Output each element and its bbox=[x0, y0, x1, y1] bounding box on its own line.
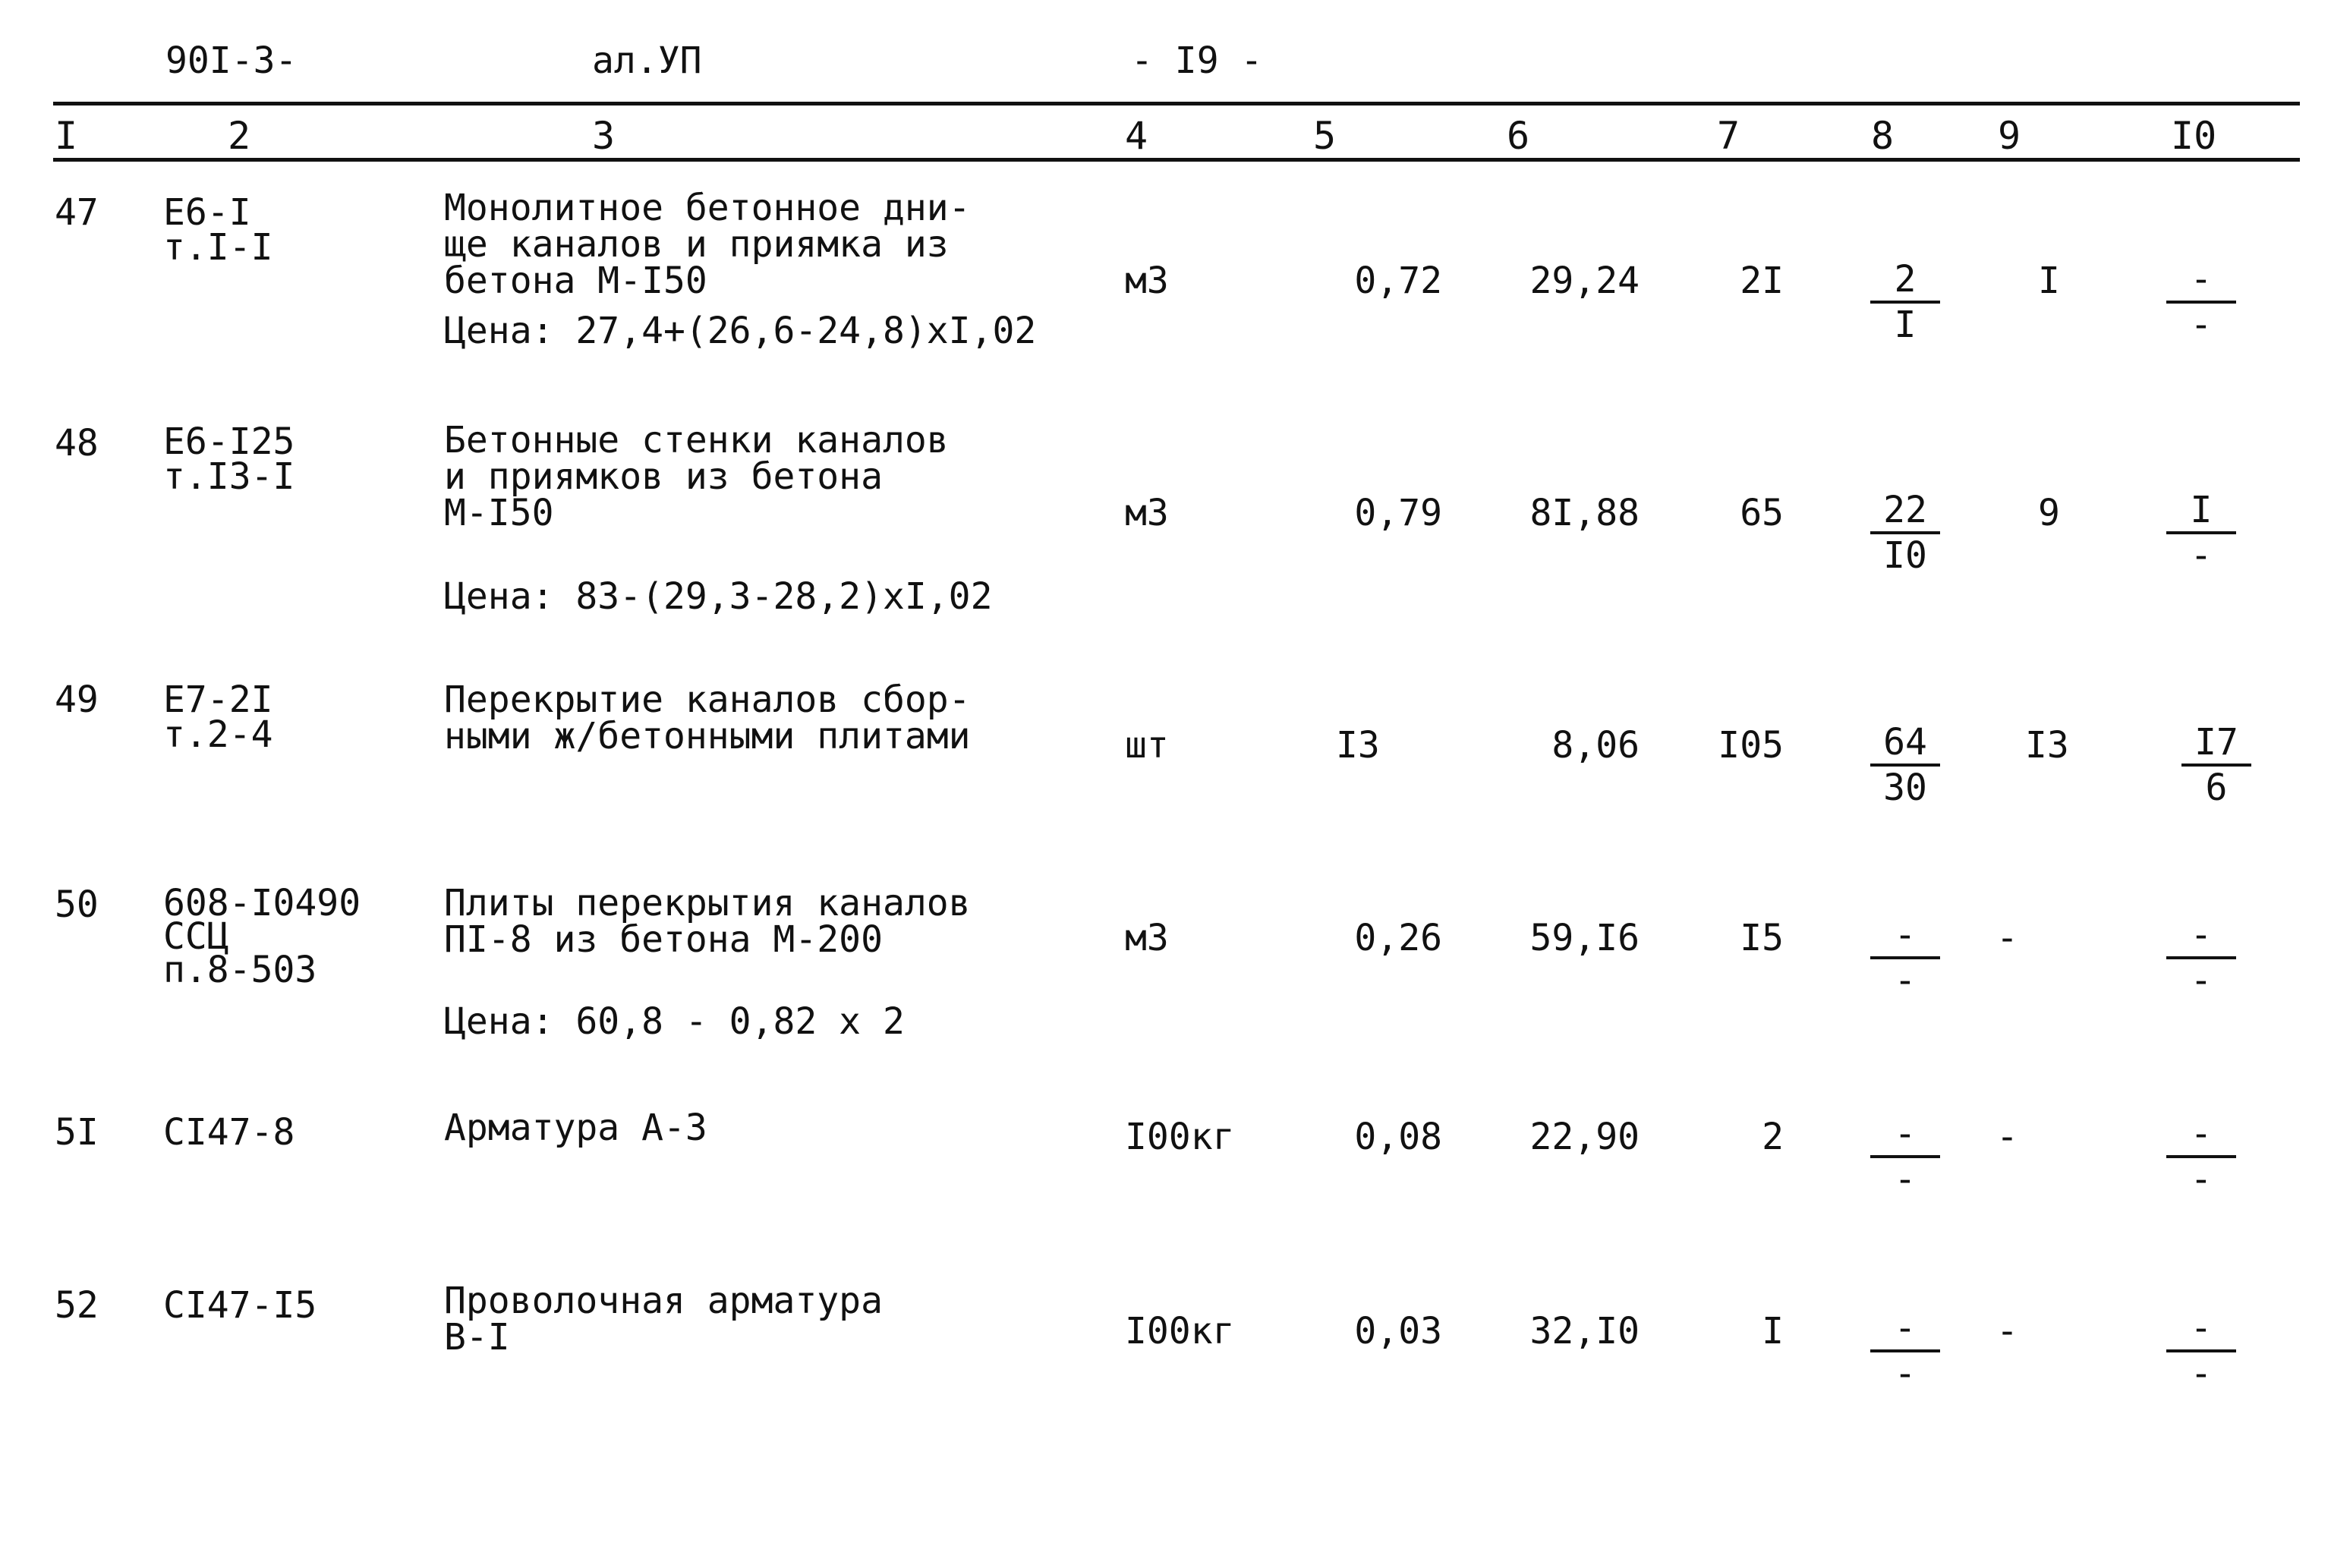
unit: м3 bbox=[1125, 260, 1169, 302]
norm-code: т.I3-I bbox=[163, 455, 295, 498]
total-cost: 2 bbox=[1762, 1116, 1784, 1158]
unit-cost: 59,I6 bbox=[1529, 917, 1640, 959]
col-3-number: 3 bbox=[592, 114, 616, 158]
work-description: Плиты перекрытия каналов ПI-8 из бетона М-200 bbox=[444, 882, 971, 961]
fraction-col-10: - - bbox=[2163, 1113, 2239, 1201]
col-2-number: 2 bbox=[228, 114, 251, 158]
work-description: Арматура А-3 bbox=[444, 1107, 707, 1149]
col-10-number: I0 bbox=[2171, 114, 2217, 158]
quantity: 0,26 bbox=[1354, 917, 1442, 959]
fraction-col-10: - - bbox=[2163, 258, 2239, 346]
row-number: 49 bbox=[55, 679, 99, 721]
row-number: 5I bbox=[55, 1111, 99, 1154]
unit: шт bbox=[1125, 724, 1169, 767]
unit: I00кг bbox=[1125, 1116, 1235, 1158]
quantity: 0,79 bbox=[1354, 492, 1442, 534]
fraction-col-8: 22 I0 bbox=[1867, 489, 1943, 577]
norm-code: т.2-4 bbox=[163, 713, 273, 756]
unit-cost: 8,06 bbox=[1551, 724, 1640, 767]
fraction-col-8: - - bbox=[1867, 1307, 1943, 1395]
work-description: Проволочная арматура В-I bbox=[444, 1280, 883, 1359]
row-number: 50 bbox=[55, 883, 99, 926]
unit: м3 bbox=[1125, 917, 1169, 959]
price-formula: Цена: 83-(29,3-28,2)xI,02 bbox=[444, 575, 993, 618]
fraction-col-8: - - bbox=[1867, 914, 1943, 1002]
album-label: ал.УП bbox=[592, 39, 702, 82]
col-7-number: 7 bbox=[1717, 114, 1740, 158]
fraction-col-10: - - bbox=[2163, 1307, 2239, 1395]
fraction-col-8: - - bbox=[1867, 1113, 1943, 1201]
top-rule bbox=[53, 102, 2300, 105]
col-5-number: 5 bbox=[1313, 114, 1337, 158]
col-9-value: I bbox=[2038, 260, 2060, 302]
col-9-value: - bbox=[1996, 1116, 2018, 1158]
total-cost: 2I bbox=[1740, 260, 1784, 302]
column-header-rule bbox=[53, 158, 2300, 162]
fraction-col-8: 2 I bbox=[1867, 258, 1943, 346]
col-9-value: 9 bbox=[2038, 492, 2060, 534]
norm-code: 608-I0490 bbox=[163, 882, 361, 924]
col-1-number: I bbox=[55, 114, 78, 158]
unit-cost: 32,I0 bbox=[1529, 1310, 1640, 1352]
row-number: 47 bbox=[55, 191, 99, 234]
quantity: I3 bbox=[1336, 724, 1380, 767]
norm-code: т.I-I bbox=[163, 226, 273, 269]
norm-code: CI47-8 bbox=[163, 1111, 295, 1154]
fraction-col-10: I - bbox=[2163, 489, 2239, 577]
norm-code: E6-I25 bbox=[163, 420, 295, 463]
norm-code: CI47-I5 bbox=[163, 1284, 317, 1327]
price-formula: Цена: 27,4+(26,6-24,8)xI,02 bbox=[444, 310, 1037, 352]
total-cost: I05 bbox=[1718, 724, 1784, 767]
fraction-col-8: 64 30 bbox=[1867, 721, 1943, 809]
norm-code: E7-2I bbox=[163, 679, 273, 721]
quantity: 0,08 bbox=[1354, 1116, 1442, 1158]
col-9-value: - bbox=[1996, 917, 2018, 959]
norm-code: ССЦ bbox=[163, 915, 229, 958]
col-9-value: - bbox=[1996, 1310, 2018, 1352]
unit: м3 bbox=[1125, 492, 1169, 534]
col-9-value: I3 bbox=[2025, 724, 2069, 767]
col-8-number: 8 bbox=[1871, 114, 1895, 158]
unit-cost: 22,90 bbox=[1529, 1116, 1640, 1158]
total-cost: 65 bbox=[1740, 492, 1784, 534]
row-number: 48 bbox=[55, 422, 99, 464]
unit-cost: 29,24 bbox=[1529, 260, 1640, 302]
norm-code: E6-I bbox=[163, 191, 251, 234]
total-cost: I bbox=[1762, 1310, 1784, 1352]
fraction-col-10: I7 6 bbox=[2178, 721, 2254, 809]
total-cost: I5 bbox=[1740, 917, 1784, 959]
quantity: 0,03 bbox=[1354, 1310, 1442, 1352]
doc-code: 90I-3- bbox=[165, 39, 298, 82]
col-4-number: 4 bbox=[1125, 114, 1148, 158]
row-number: 52 bbox=[55, 1284, 99, 1327]
work-description: Перекрытие каналов сбор- ными ж/бетонными плитами bbox=[444, 679, 971, 757]
unit: I00кг bbox=[1125, 1310, 1235, 1352]
unit-cost: 8I,88 bbox=[1529, 492, 1640, 534]
work-description: Монолитное бетонное дни- ще каналов и приямка из бетона М-I50 bbox=[444, 187, 971, 302]
quantity: 0,72 bbox=[1354, 260, 1442, 302]
page-number: - I9 - bbox=[1131, 39, 1263, 82]
norm-code: п.8-503 bbox=[163, 949, 317, 991]
col-9-number: 9 bbox=[1998, 114, 2021, 158]
fraction-col-10: - - bbox=[2163, 914, 2239, 1002]
work-description: Бетонные стенки каналов и приямков из бетона М-I50 bbox=[444, 419, 949, 534]
price-formula: Цена: 60,8 - 0,82 x 2 bbox=[444, 1000, 905, 1043]
col-6-number: 6 bbox=[1507, 114, 1530, 158]
